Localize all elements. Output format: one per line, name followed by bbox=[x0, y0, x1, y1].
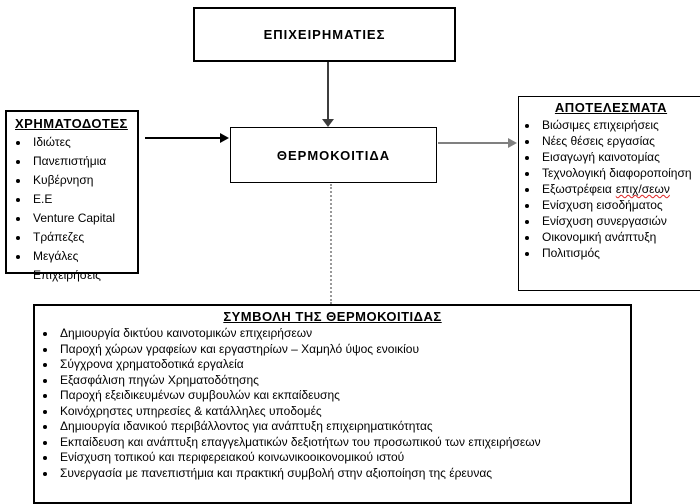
financiers-title: ΧΡΗΜΑΤΟΔΟΤΕΣ bbox=[15, 116, 128, 131]
financiers-list bbox=[14, 133, 133, 285]
list-item: • Ε.Ε bbox=[30, 190, 133, 209]
flagged-word-prefix: Εξωστρέφεια bbox=[542, 182, 612, 196]
list-item: • Σύγχρονα χρηματοδοτικά εργαλεία bbox=[57, 357, 624, 373]
list-item: • Δημιουργία ιδανικού περιβάλλοντος για ανάπτυξη επιχειρηματικότητας bbox=[57, 419, 624, 435]
financiers-box bbox=[5, 110, 139, 282]
arrowhead-down-icon bbox=[322, 119, 334, 127]
list-item: • Δημιουργία δικτύου καινοτομικών επιχειρήσεων bbox=[57, 326, 624, 342]
arrow-incubator-to-results bbox=[438, 142, 509, 144]
list-item: • Εισαγωγή καινοτομίας bbox=[539, 149, 700, 165]
list-item: • Πολιτισμός bbox=[539, 245, 700, 261]
list-item: • Παροχή χώρων γραφείων και εργαστηρίων – Χαμηλό ύψος ενοικίου bbox=[57, 342, 624, 358]
dotted-connector-incubator-to-contribution bbox=[330, 184, 332, 304]
entrepreneurs-box bbox=[193, 7, 456, 62]
list-item: • Οικονομική ανάπτυξη bbox=[539, 229, 700, 245]
arrow-entrepreneurs-to-incubator bbox=[327, 62, 329, 120]
spellcheck-underline: επιχ/σεων bbox=[615, 182, 670, 196]
list-item: • Ενίσχυση συνεργασιών bbox=[539, 213, 700, 229]
arrow-financiers-to-incubator bbox=[145, 137, 221, 139]
entrepreneurs-label: ΕΠΙΧΕΙΡΗΜΑΤΙΕΣ bbox=[263, 27, 386, 42]
list-item: • Εκπαίδευση και ανάπτυξη επαγγελματικών δεξιοτήτων του προσωπικού των επιχειρήσεων bbox=[57, 435, 624, 451]
list-item: • Ιδιώτες bbox=[30, 133, 133, 152]
list-item: • Βιώσιμες επιχειρήσεις bbox=[539, 117, 700, 133]
contribution-title: ΣΥΜΒΟΛΗ ΤΗΣ ΘΕΡΜΟΚΟΙΤΙΔΑΣ bbox=[223, 309, 442, 324]
list-item: • Μεγάλες Επιχειρήσεις bbox=[30, 247, 133, 285]
contribution-box bbox=[33, 304, 632, 504]
list-item: • Κυβέρνηση bbox=[30, 171, 133, 190]
results-box bbox=[518, 96, 700, 291]
list-item: • Ενίσχυση εισοδήματος bbox=[539, 197, 700, 213]
list-item: • Κοινόχρηστες υπηρεσίες & κατάλληλες υποδομές bbox=[57, 404, 624, 420]
list-item: • Νέες θέσεις εργασίας bbox=[539, 133, 700, 149]
list-item: • Ενίσχυση τοπικού και περιφερειακού κοινωνικοοικονομικού ιστού bbox=[57, 450, 624, 466]
results-list bbox=[523, 117, 700, 261]
list-item: • Πανεπιστήμια bbox=[30, 152, 133, 171]
list-item: • Συνεργασία με πανεπιστήμια και πρακτική συμβολή στην αξιοποίηση της έρευνας bbox=[57, 466, 624, 482]
list-item: • Εξασφάλιση πηγών Χρηματοδότησης bbox=[57, 373, 624, 389]
list-item: • Venture Capital bbox=[30, 209, 133, 228]
incubator-label: ΘΕΡΜΟΚΟΙΤΙΔΑ bbox=[276, 147, 391, 163]
arrowhead-right-gray-icon bbox=[508, 138, 517, 148]
list-item: • Τράπεζες bbox=[30, 228, 133, 247]
arrowhead-right-icon bbox=[220, 133, 229, 143]
list-item bbox=[539, 181, 700, 197]
list-item: • Παροχή εξειδικευμένων συμβουλών και εκπαίδευσης bbox=[57, 388, 624, 404]
incubator-box bbox=[230, 127, 437, 183]
results-title: ΑΠΟΤΕΛΕΣΜΑΤΑ bbox=[554, 100, 668, 115]
list-item: • Τεχνολογική διαφοροποίηση bbox=[539, 165, 700, 181]
contribution-list bbox=[41, 326, 624, 481]
